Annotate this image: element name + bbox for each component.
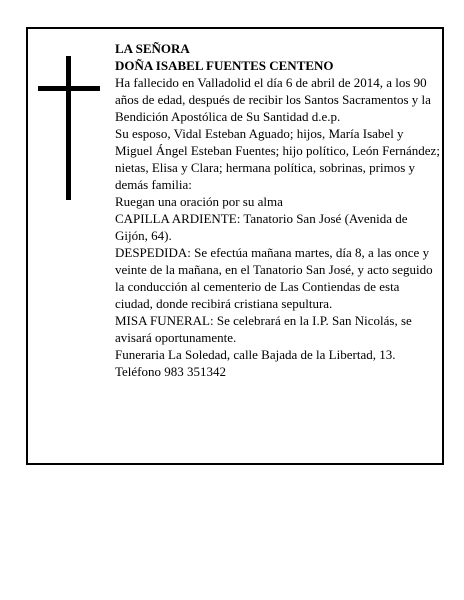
cross-icon	[38, 56, 100, 200]
funeral-home-info: Funeraria La Soledad, calle Bajada de la Libertad, 13. Teléfono 983 351342	[115, 347, 396, 379]
obituary-text	[115, 40, 440, 380]
funeral-mass-info: MISA FUNERAL: Se celebrará en la I.P. San Nicolás, se avisará oportunamente.	[115, 313, 412, 345]
obituary-notice-frame	[26, 27, 444, 465]
notice-title: LA SEÑORA	[115, 41, 190, 56]
deceased-name: DOÑA ISABEL FUENTES CENTENO	[115, 58, 334, 73]
cross-horizontal-bar	[38, 86, 100, 91]
chapel-info: CAPILLA ARDIENTE: Tanatorio San José (Avenida de Gijón, 64).	[115, 211, 408, 243]
farewell-info: DESPEDIDA: Se efectúa mañana martes, día 8, a las once y veinte de la mañana, en el Tanatorio San José, y acto seguido la conducción al cementerio de Las Contiendas de esta ciudad, donde recibirá cristiana sepultura.	[115, 245, 433, 311]
death-announcement: Ha fallecido en Valladolid el día 6 de abril de 2014, a los 90 años de edad, después de recibir los Santos Sacramentos y la Bendición Apostólica de Su Santidad d.e.p.	[115, 75, 431, 124]
family-list: Su esposo, Vidal Esteban Aguado; hijos, María Isabel y Miguel Ángel Esteban Fuentes; hijo político, León Fernández; nietas, Elisa y Clara; hermana política, sobrinas, primos y demás familia:	[115, 126, 440, 192]
cross-vertical-bar	[66, 56, 71, 200]
prayer-request: Ruegan una oración por su alma	[115, 194, 283, 209]
